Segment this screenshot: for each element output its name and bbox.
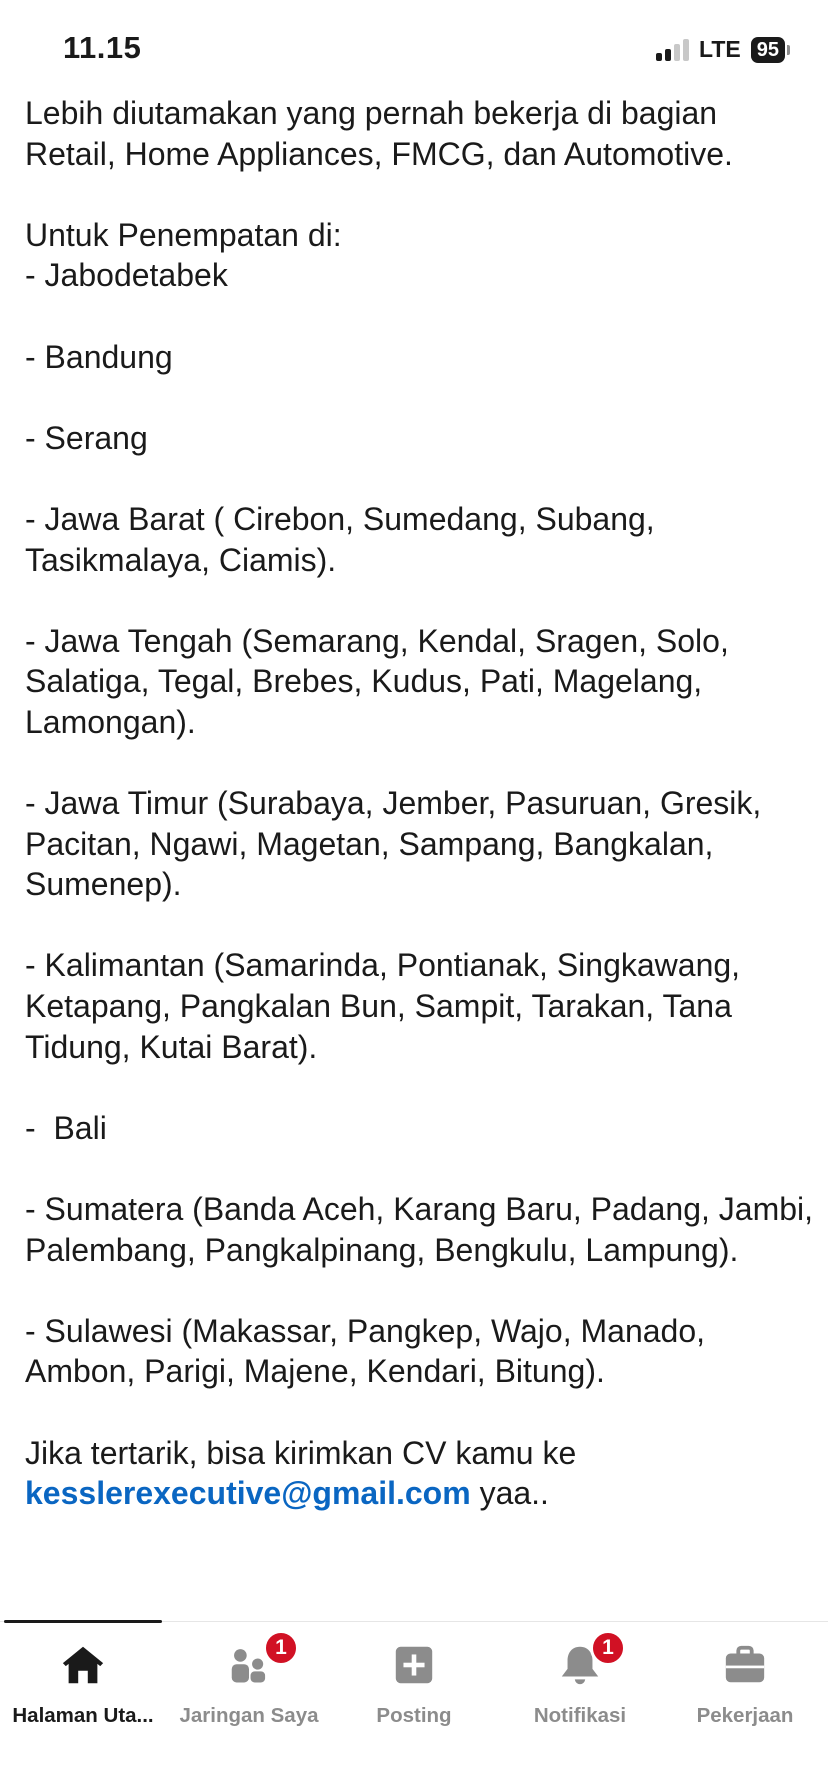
tab-jobs[interactable] [662, 1622, 828, 1742]
network-badge: 1 [263, 1630, 299, 1666]
tab-network[interactable] [166, 1622, 332, 1742]
post-text-suffix: yaa.. [470, 1475, 549, 1512]
battery-icon [751, 37, 790, 63]
plus-square-icon [391, 1642, 437, 1688]
home-icon [60, 1642, 106, 1688]
email-link[interactable]: kesslerexecutive@gmail.com [25, 1475, 471, 1512]
network-type: LTE [699, 36, 741, 62]
battery-level: 95 [751, 37, 785, 63]
status-bar [0, 0, 828, 96]
tab-notifications-label: Notifikasi [533, 1704, 627, 1727]
status-indicators [656, 36, 790, 63]
tab-home[interactable] [0, 1622, 166, 1742]
tab-post-label: Posting [376, 1704, 452, 1727]
tab-jobs-label: Pekerjaan [696, 1704, 794, 1727]
briefcase-icon [722, 1642, 768, 1688]
post-text: Lebih diutamakan yang pernah bekerja di bagian Retail, Home Appliances, FMCG, dan Automotive. Untuk Penempatan di: - Jabodetabek - Bandung - Serang - Jawa Barat ( Cirebon, Sumedang, Subang, Tasikmalaya, Ciamis). - Jawa Tengah (Semarang, Kendal, Sragen, Solo, Salatiga, Tegal, Brebes, Kudus, Pati, Magelang, Lamongan). - Jawa Timur (Surabaya, Jember, Pasuruan, Gresik, Pacitan, Ngawi, Magetan, Sampang, Bangkalan, Sumenep). - Kalimantan (Samarinda, Pontianak, Singkawang, Ketapang, Pangkalan Bun, Sampit, Tarakan, Tana Tidung, Kutai Barat). - Bali - Sumatera (Banda Aceh, Karang Baru, Padang, Jambi, Palembang, Pangkalpinang, Bengkulu, Lampung). - Sulawesi (Makassar, Pangkep, Wajo, Manado, Ambon, Parigi, Majene, Kendari, Bitung). Jika tertarik, bisa kirimkan CV kamu ke [25, 95, 814, 1471]
tab-home-label: Halaman Uta... [12, 1704, 154, 1727]
tab-network-label: Jaringan Saya [179, 1704, 319, 1727]
status-time: 11.15 [63, 30, 142, 65]
signal-icon [656, 39, 689, 61]
bottom-tab-bar [0, 1621, 828, 1792]
post-body [25, 93, 815, 1514]
tab-post[interactable] [331, 1622, 497, 1742]
notifications-badge: 1 [590, 1630, 626, 1666]
tab-notifications[interactable] [497, 1622, 663, 1742]
